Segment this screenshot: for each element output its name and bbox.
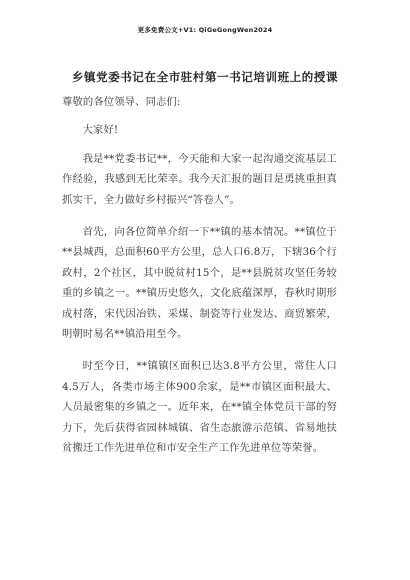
greeting: 大家好! — [82, 124, 119, 137]
salutation: 尊敬的各位领导、同志们: — [62, 96, 181, 108]
paragraph-overview: 首先，向各位简单介绍一下**镇的基本情况。**镇位于**县城西，总面积60平方公里，总人口6.8万，下辖36个行政村，2个社区，其中脱贫村15个，是**县脱贫攻坚任务较重的乡镇之一。**镇历史悠久，文化底蕴深厚，春秋时期形成村落，宋代因冶铁、采煤、制瓷等行业发达、商贸繁荣，明朝时易名**镇沿用至今。 — [62, 226, 337, 341]
paragraph-intro: 我是**党委书记**，今天能和大家一起沟通交流基层工作经验，我感到无比荣幸。我今天汇报的题目是勇挑重担真抓实干，全力做好乡村振兴“答卷人”。 — [62, 152, 337, 206]
document-body — [62, 92, 337, 459]
paragraph-current: 时至今日，**镇镇区面积已达3.8平方公里，常住人口4.5万人，各类市场主体900余家，是**市镇区面积最大、人员最密集的乡镇之一。近年来，在**镇全体党员干部的努力下，先后获得省园林城镇、省生态旅游示范镇、省易地扶贫搬迁工作先进单位和市安全生产工作先进单位等荣誉。 — [62, 360, 337, 455]
document-title: 乡镇党委书记在全市驻村第一书记培训班上的授课 — [71, 70, 339, 84]
header-note: 更多免费公文+V1: QiGeGongWen2024 — [137, 26, 273, 34]
